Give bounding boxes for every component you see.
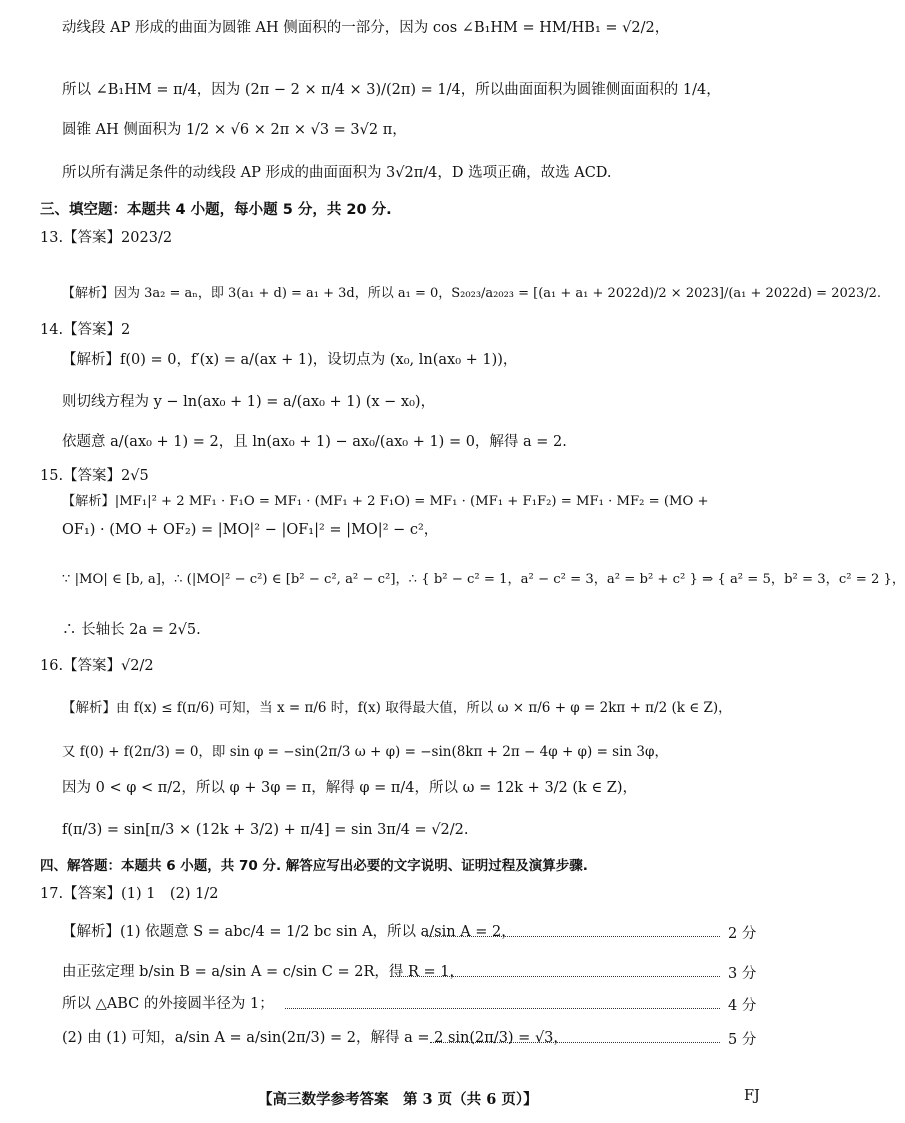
answer-14: 14.【答案】2 (40, 322, 131, 338)
answer-16: 16.【答案】√2/2 (40, 658, 154, 674)
score-mark: 2 分 (728, 926, 757, 942)
solution-15: 【解析】|MF₁|² + 2 MF₁ · F₁O = MF₁ · (MF₁ + 2 F₁O) = MF₁ · (MF₁ + F₁F₂) = MF₁ · MF₂ = (MO + (62, 494, 709, 509)
text-line: 所以 ∠B₁HM = π/4，因为 (2π − 2 × π/4 × 3)/(2π) = 1/4，所以曲面面积为圆锥侧面面积的 1/4， (62, 82, 721, 98)
section-heading: 四、解答题：本题共 6 小题，共 70 分. 解答应写出必要的文字说明、证明过程及演算步骤. (40, 858, 588, 874)
section-heading: 三、填空题：本题共 4 小题，每小题 5 分，共 20 分. (40, 202, 392, 218)
text-line: 则切线方程为 y − ln(ax₀ + 1) = a/(ax₀ + 1) (x − x₀)， (62, 394, 436, 410)
dot-leader (390, 976, 720, 977)
text-line: 动线段 AP 形成的曲面为圆锥 AH 侧面积的一部分，因为 cos ∠B₁HM = HM/HB₁ = √2/2， (62, 20, 670, 36)
dot-leader (425, 936, 720, 937)
solution-13: 【解析】因为 3a₂ = aₙ，即 3(a₁ + d) = a₁ + 3d，所以 a₁ = 0，S₂₀₂₃/a₂₀₂₃ = [(a₁ + a₁ + 2022d)/2 × 2023]/(a₁ + 2022d) = 2023/2. (62, 286, 882, 301)
text-line: 因为 0 < φ < π/2，所以 φ + 3φ = π，解得 φ = π/4，所以 ω = 12k + 3/2 (k ∈ Z)， (62, 780, 638, 796)
answer-17: 17.【答案】(1) 1 (2) 1/2 (40, 886, 219, 902)
text-line: f(π/3) = sin[π/3 × (12k + 3/2) + π/4] = sin 3π/4 = √2/2. (62, 822, 469, 838)
text-line: 又 f(0) + f(2π/3) = 0，即 sin φ = −sin(2π/3 ω + φ) = −sin(8kπ + 2π − 4φ + φ) = sin 3φ， (62, 744, 668, 760)
text-line: ∵ |MO| ∈ [b, a]，∴ (|MO|² − c²) ∈ [b² − c², a² − c²]，∴ { b² − c² = 1，a² − c² = 3，a² = b² + c² } ⇒ { a² = 5，b² = 3，c² = 2 }， (62, 572, 905, 587)
text-line: OF₁) · (MO + OF₂) = |MO|² − |OF₁|² = |MO|² − c²， (62, 522, 439, 538)
solution-17-line: (2) 由 (1) 可知，a/sin A = a/sin(2π/3) = 2，解得 a = 2 sin(2π/3) = √3， (62, 1030, 568, 1046)
score-mark: 5 分 (728, 1032, 757, 1048)
page-footer: 【高三数学参考答案 第 3 页（共 6 页）】 (258, 1091, 538, 1108)
answer-15: 15.【答案】2√5 (40, 468, 149, 484)
region-code: FJ (744, 1088, 760, 1104)
solution-14: 【解析】f(0) = 0，f′(x) = a/(ax + 1)，设切点为 (x₀, ln(ax₀ + 1))， (62, 352, 518, 368)
solution-16: 【解析】由 f(x) ≤ f(π/6) 可知，当 x = π/6 时，f(x) 取得最大值，所以 ω × π/6 + φ = 2kπ + π/2 (k ∈ Z)， (62, 700, 732, 716)
solution-17-line: 【解析】(1) 依题意 S = abc/4 = 1/2 bc sin A，所以 a/sin A = 2， (62, 924, 516, 940)
answer-13: 13.【答案】2023/2 (40, 230, 173, 246)
dot-leader (430, 1042, 720, 1043)
score-mark: 3 分 (728, 966, 757, 982)
solution-17-line: 所以 △ABC 的外接圆半径为 1； (62, 996, 274, 1012)
text-line: 圆锥 AH 侧面积为 1/2 × √6 × 2π × √3 = 3√2 π， (62, 122, 407, 138)
text-line: ∴ 长轴长 2a = 2√5. (62, 622, 201, 638)
dot-leader (285, 1008, 720, 1009)
score-mark: 4 分 (728, 998, 757, 1014)
text-line: 所以所有满足条件的动线段 AP 形成的曲面面积为 3√2π/4，D 选项正确，故选 ACD. (62, 165, 612, 181)
text-line: 依题意 a/(ax₀ + 1) = 2，且 ln(ax₀ + 1) − ax₀/(ax₀ + 1) = 0，解得 a = 2. (62, 434, 567, 450)
solution-17-line: 由正弦定理 b/sin B = a/sin A = c/sin C = 2R，得 R = 1， (62, 964, 464, 980)
